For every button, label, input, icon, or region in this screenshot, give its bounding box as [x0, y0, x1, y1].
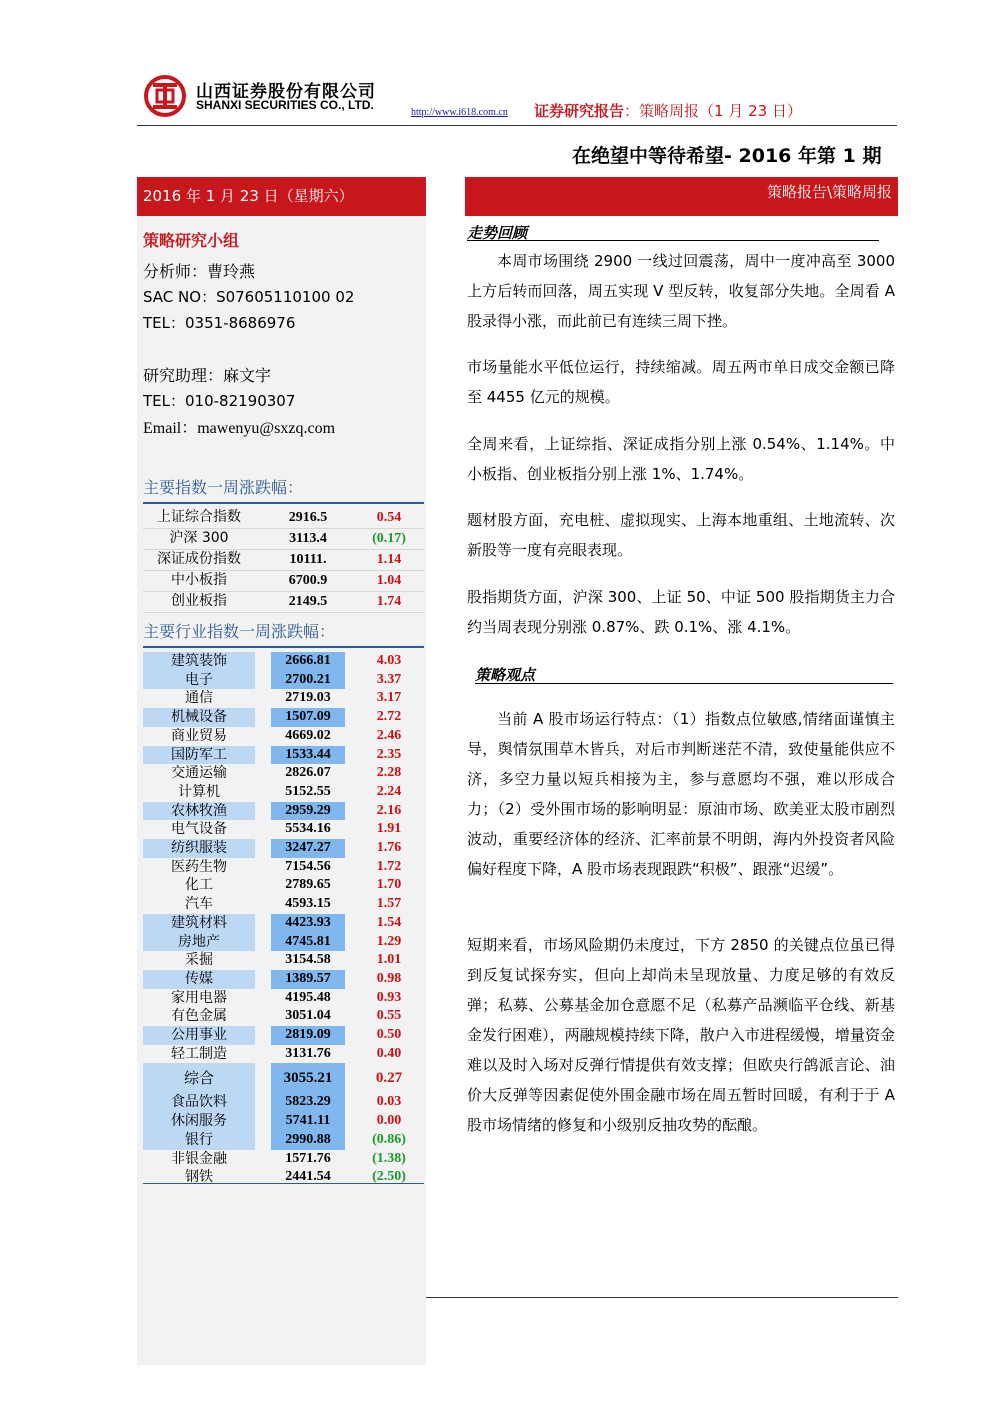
review-heading-rule [467, 240, 879, 241]
table-row [143, 1150, 424, 1169]
assistant-name: 研究助理：麻文宇 [143, 366, 272, 385]
row-change: 1.54 [376, 914, 402, 930]
report-type-bold: 证券研究报告 [534, 102, 625, 120]
row-change: 2.35 [376, 746, 402, 762]
row-value: 4745.81 [271, 933, 345, 952]
row-change: 1.91 [376, 821, 402, 837]
row-value: 5152.55 [285, 783, 331, 799]
row-value: 3113.4 [289, 531, 327, 546]
row-change: 2.24 [376, 783, 402, 799]
row-change: (0.86) [372, 1131, 406, 1147]
row-name: 农林牧渔 [143, 802, 255, 821]
row-value: 1389.57 [271, 970, 345, 989]
row-value: 2149.5 [288, 594, 328, 609]
row-change: 1.29 [376, 933, 402, 949]
row-value: 4423.93 [271, 914, 345, 933]
table-row [143, 549, 424, 571]
table-row [143, 727, 424, 746]
row-value: 7154.56 [285, 858, 331, 874]
row-name: 综合 [143, 1063, 255, 1093]
company-name-en: SHANXI SECURITIES CO., LTD. [196, 98, 374, 112]
row-change: 1.14 [376, 552, 402, 567]
row-value: 1533.44 [271, 746, 345, 765]
row-value: 2700.21 [271, 671, 345, 690]
row-value: 2441.54 [285, 1169, 331, 1185]
row-change: 3.17 [376, 690, 402, 706]
table-row [143, 1026, 424, 1045]
row-name: 计算机 [178, 783, 220, 800]
row-name: 有色金属 [171, 1008, 227, 1025]
index-table-heading: 主要指数一周涨跌幅： [143, 478, 304, 497]
review-heading: 走势回顾 [467, 224, 528, 242]
table-row [143, 895, 424, 914]
row-name: 中小板指 [171, 572, 227, 588]
row-change: 0.93 [376, 989, 402, 1005]
row-change: 1.57 [376, 896, 402, 912]
row-change: 0.55 [376, 1008, 402, 1024]
row-name: 建筑装饰 [143, 652, 255, 671]
row-change: (0.17) [372, 531, 406, 546]
table-row [143, 1131, 424, 1150]
table-row [143, 689, 424, 708]
row-value: 2990.88 [271, 1131, 345, 1150]
row-change: 2.46 [376, 727, 402, 743]
document-title: 在绝望中等待希望- 2016 年第 1 期 [572, 145, 882, 167]
footer-divider [426, 1297, 898, 1298]
row-value: 2666.81 [271, 652, 345, 671]
row-name: 银行 [143, 1131, 255, 1150]
row-name: 通信 [185, 690, 213, 707]
index-table-top-rule [143, 502, 424, 504]
industry-table-heading: 主要行业指数一周涨跌幅： [143, 622, 336, 641]
row-value: 3131.76 [285, 1045, 331, 1061]
review-paragraph: 本周市场围绕 2900 一线过回震荡，周中一度冲高至 3000 上方后转而回落，周五实现 V 型反转，收复部分失地。全周看 A 股录得小涨，而此前已有连续三周下挫。 [467, 252, 895, 330]
row-value: 3055.21 [271, 1063, 345, 1093]
row-name: 沪深 300 [169, 530, 229, 546]
view-paragraph: 短期来看，市场风险期仍未度过，下方 2850 的关键点位虽已得到反复试探夯实，但向上却尚未呈现放量、力度足够的有效反弹；私募、公募基金加仓意愿不足（私募产品濒临平仓线、新基金发行困难），两融规模持续下降，散户入市进程缓慢，增量资金难以及时入场对反弹行情提供有效支撑；但欧央行鸽派言论、油价大反弹等因素促使外围金融市场在周五暂时回暖，有利于于 A 股市场情绪的修复和小级别反抽攻势的酝酿。 [467, 936, 895, 1134]
review-paragraph: 全周来看，上证综指、深证成指分别上涨 0.54%、1.14%。中小板指、创业板指分别上涨 1%、1.74%。 [467, 435, 895, 483]
table-row [143, 876, 424, 895]
row-value: 4593.15 [285, 896, 331, 912]
row-value: 3247.27 [271, 839, 345, 858]
row-change: 4.03 [376, 653, 402, 668]
company-name-cn: 山西证券股份有限公司 [196, 82, 376, 102]
row-name: 钢铁 [185, 1169, 213, 1186]
company-logo-icon [143, 74, 187, 118]
view-paragraph: 当前 A 股市场运行特点：（1）指数点位敏感,情绪面谨慎主导，舆情氛围草木皆兵，对后市判断迷茫不清，致使量能供应不济，多空力量以短兵相接为主，参与意愿均不强，难以形成合力；（2）受外围市场的影响明显：原油市场、欧美亚太股市剧烈波动，重要经济体的经济、汇率前景不明朗，海内外投资者风险偏好程度下降，A 股市场表现跟跌“积极”、跟涨“迟缓”。 [467, 710, 895, 878]
row-value: 3051.04 [285, 1008, 331, 1024]
row-change: 1.72 [376, 858, 402, 874]
row-name: 电气设备 [171, 821, 227, 838]
table-row [143, 1045, 424, 1064]
table-row [143, 528, 424, 550]
row-value: 5534.16 [285, 821, 331, 837]
row-value: 2959.29 [271, 802, 345, 821]
analyst-sac: SAC NO：S07605110100 02 [143, 288, 355, 306]
assistant-tel: TEL：010-82190307 [143, 392, 296, 410]
row-value: 4669.02 [285, 727, 331, 743]
row-change: 3.37 [376, 671, 402, 687]
row-value: 10111. [289, 552, 327, 567]
table-row [143, 933, 424, 952]
table-row [143, 1007, 424, 1026]
table-row [143, 652, 424, 671]
row-name: 建筑材料 [143, 914, 255, 933]
research-team: 策略研究小组 [143, 231, 240, 250]
row-name: 休闲服务 [143, 1112, 255, 1131]
table-row [143, 591, 424, 613]
table-row [143, 1093, 424, 1112]
row-name: 化工 [185, 877, 213, 894]
row-change: (1.38) [372, 1150, 406, 1166]
row-name: 国防军工 [143, 746, 255, 765]
row-name: 汽车 [185, 896, 213, 913]
row-name: 深证成份指数 [157, 551, 241, 567]
row-change: 0.40 [376, 1045, 402, 1061]
table-row [143, 1168, 424, 1187]
row-value: 1571.76 [285, 1150, 331, 1166]
row-value: 2826.07 [285, 765, 331, 781]
row-value: 1507.09 [271, 708, 345, 727]
row-change: 0.03 [376, 1094, 402, 1110]
row-name: 医药生物 [171, 858, 227, 875]
row-value: 2916.5 [288, 510, 328, 525]
table-row [143, 708, 424, 727]
row-name: 食品饮料 [143, 1093, 255, 1112]
row-change: 0.98 [376, 970, 402, 986]
industry-table-top-rule [143, 646, 424, 648]
view-heading-rule [475, 683, 893, 684]
row-change: 2.72 [376, 709, 402, 725]
row-value: 2789.65 [285, 877, 331, 893]
table-row [143, 839, 424, 858]
row-name: 传媒 [143, 970, 255, 989]
website-link[interactable]: http://www.i618.com.cn [411, 107, 508, 118]
row-name: 机械设备 [143, 708, 255, 727]
row-name: 电子 [143, 671, 255, 690]
report-category: 策略报告\策略周报 [465, 177, 898, 216]
row-value: 5823.29 [271, 1093, 345, 1112]
table-row [143, 989, 424, 1008]
view-heading: 策略观点 [475, 666, 536, 684]
row-change: (2.50) [372, 1169, 406, 1185]
row-change: 0.54 [376, 510, 402, 525]
row-value: 6700.9 [288, 573, 328, 588]
row-name: 房地产 [143, 933, 255, 952]
table-row [143, 1112, 424, 1131]
table-row [143, 858, 424, 877]
row-change: 2.16 [376, 802, 402, 818]
row-name: 家用电器 [171, 989, 227, 1006]
report-type-label [534, 100, 802, 121]
row-name: 采掘 [185, 952, 213, 969]
analyst-tel: TEL：0351-8686976 [143, 314, 296, 332]
row-name: 轻工制造 [171, 1045, 227, 1062]
row-change: 1.74 [376, 594, 402, 609]
table-row [143, 820, 424, 839]
review-paragraph: 市场量能水平低位运行，持续缩减。周五两市单日成交金额已降至 4455 亿元的规模。 [467, 358, 895, 406]
table-row [143, 507, 424, 529]
row-name: 商业贸易 [171, 727, 227, 744]
table-row [143, 570, 424, 592]
industry-table-bottom-rule [143, 1183, 424, 1184]
row-name: 公用事业 [143, 1026, 255, 1045]
row-name: 非银金融 [171, 1150, 227, 1167]
row-name: 纺织服装 [143, 839, 255, 858]
row-name: 上证综合指数 [157, 509, 241, 525]
row-change: 0.00 [376, 1113, 402, 1129]
row-change: 1.01 [376, 952, 402, 968]
table-row [143, 746, 424, 765]
header-divider [137, 125, 897, 126]
table-row [143, 764, 424, 783]
row-value: 5741.11 [271, 1112, 345, 1131]
table-row [143, 914, 424, 933]
row-change: 0.50 [376, 1027, 402, 1042]
table-row [143, 783, 424, 802]
row-change: 1.76 [376, 840, 402, 855]
table-row [143, 951, 424, 970]
review-paragraph: 题材股方面，充电桩、虚拟现实、上海本地重组、土地流转、次新股等一度有亮眼表现。 [467, 511, 895, 559]
table-row [143, 802, 424, 821]
row-change: 1.04 [376, 573, 402, 588]
row-change: 2.28 [376, 765, 402, 781]
analyst-name: 分析师：曹玲燕 [143, 262, 256, 281]
assistant-email: Email：mawenyu@sxzq.com [143, 420, 336, 437]
row-value: 2719.03 [285, 690, 331, 706]
row-value: 3154.58 [285, 952, 331, 968]
table-row [143, 671, 424, 690]
table-row [143, 1063, 424, 1093]
row-value: 2819.09 [271, 1026, 345, 1045]
row-change: 0.27 [375, 1070, 403, 1087]
report-type-rest: ：策略周报（1 月 23 日） [624, 102, 802, 120]
row-name: 交通运输 [171, 765, 227, 782]
review-paragraph: 股指期货方面，沪深 300、上证 50、中证 500 股指期货主力合约当周表现分别涨 0.87%、跌 0.1%、涨 4.1%。 [467, 588, 895, 636]
row-name: 创业板指 [171, 593, 227, 609]
row-change: 1.70 [376, 877, 402, 893]
table-row [143, 970, 424, 989]
report-date: 2016 年 1 月 23 日（星期六） [137, 177, 426, 216]
row-value: 4195.48 [285, 989, 331, 1005]
